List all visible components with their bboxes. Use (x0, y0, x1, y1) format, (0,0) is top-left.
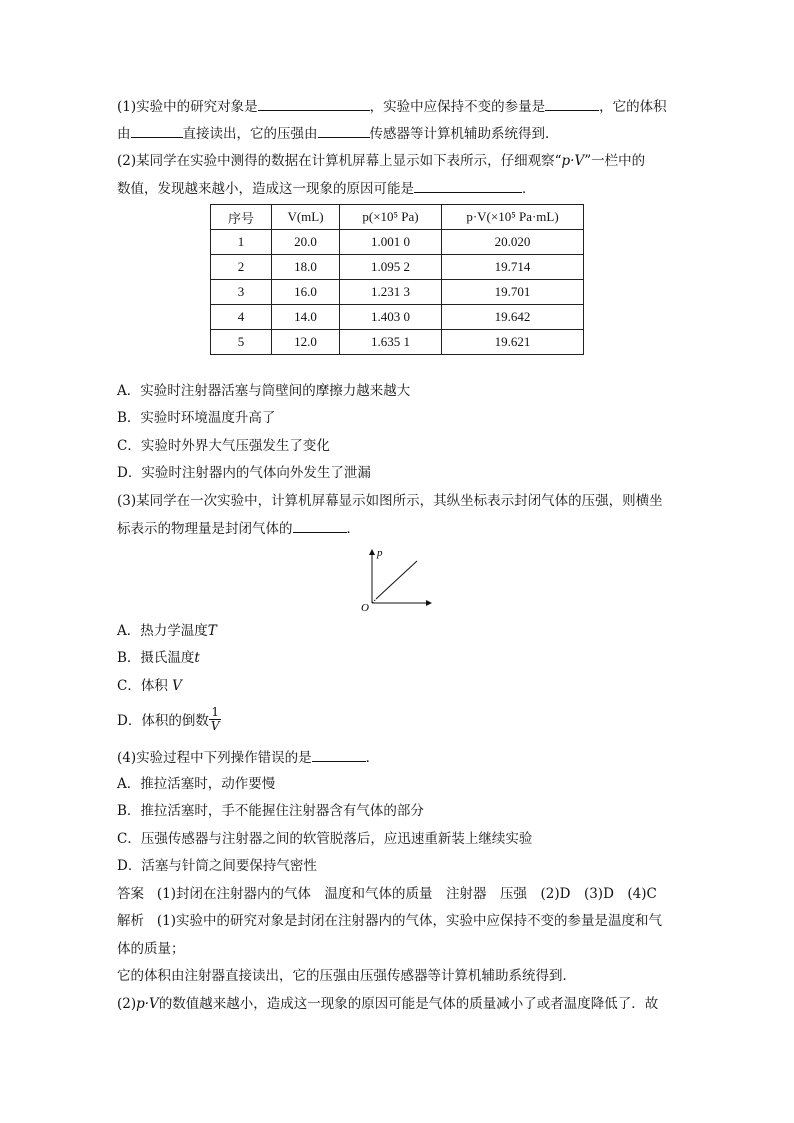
pv-symbol: p·V (136, 996, 159, 1012)
q4-line-1 (117, 747, 379, 768)
table-cell: 14.0 (272, 305, 340, 330)
option-var: V (172, 678, 182, 694)
q3-text: 标表示的物理量是封闭气体的 (117, 521, 293, 537)
answer-blank (545, 96, 599, 111)
fraction-numerator: 1 (211, 705, 219, 719)
table-cell: 1 (211, 230, 272, 255)
graph-line (376, 561, 417, 599)
answer-blank (293, 518, 347, 533)
q4-text: ． (365, 750, 380, 766)
data-table (210, 204, 584, 355)
q1-text: (1)实验中的研究对象是 (117, 99, 258, 115)
analysis-text: (1)实验中的研究对象是封闭在注射器内的气体，实验中应保持不变的参量是温度和气 (156, 913, 662, 929)
p-graph (358, 544, 438, 614)
option-text: B．摄氏温度 (117, 650, 195, 666)
table-header-cell: 序号 (211, 205, 272, 230)
analysis-text: 的数值越来越小，造成这一现象的原因可能是气体的质量减小了或者温度降低了．故 (158, 996, 659, 1012)
table-row (211, 255, 584, 280)
q3-option-c (117, 676, 182, 696)
option-text: D．体积的倒数 (117, 713, 209, 729)
table-header-cell: p(×10⁵ Pa) (340, 205, 442, 230)
q2-line-1 (117, 151, 645, 171)
q4-option-d: D．活塞与针筒之间要保持气密性 (117, 858, 317, 874)
q3-option-d (117, 705, 222, 735)
answer-blank (131, 123, 183, 138)
answer-blank (318, 123, 370, 138)
analysis-line-3: 它的体积由注射器直接读出，它的压强由压强传感器等计算机辅助系统得到． (117, 968, 576, 984)
analysis-label: 解析 (117, 913, 144, 929)
option-var: t (194, 650, 200, 666)
q2-text: (2)某同学在实验中测得的数据在计算机屏幕上显示如下表所示，仔细观察“ (117, 153, 562, 169)
option-text: C．体积 (117, 678, 168, 694)
q4-option-b: B．推拉活塞时，手不能握住注射器含有气体的部分 (117, 803, 424, 819)
table-cell: 1.635 1 (340, 330, 442, 355)
graph-line-dashed (372, 599, 376, 603)
q2-text: ． (522, 181, 536, 197)
analysis-line-1 (117, 911, 662, 931)
option-text: A．热力学温度 (117, 623, 208, 639)
table-cell: 4 (211, 305, 272, 330)
q1-text: 直接读出，它的压强由 (182, 126, 318, 142)
q3-line-1: (3)某同学在一次实验中，计算机屏幕显示如图所示，其纵坐标表示封闭气体的压强，则横坐 (117, 493, 663, 509)
pv-symbol: p·V (561, 153, 585, 169)
q4-option-a: A．推拉活塞时，动作要慢 (117, 776, 276, 792)
table-header-cell: V(mL) (272, 205, 340, 230)
analysis-line-4 (117, 994, 658, 1014)
table-header-row (211, 205, 584, 230)
q3-text: ． (346, 521, 360, 537)
table-cell: 18.0 (272, 255, 340, 280)
q2-option-d: D．实验时注射器内的气体向外发生了泄漏 (117, 465, 371, 481)
analysis-text: (2) (117, 996, 137, 1012)
q2-text: 数值，发现越来越小，造成这一现象的原因可能是 (117, 181, 414, 197)
q1-text: ，它的体积 (599, 99, 667, 115)
table-cell: 3 (211, 280, 272, 305)
table-cell: 20.0 (272, 230, 340, 255)
answer-label: 答案 (117, 886, 144, 902)
table-cell: 1.231 3 (340, 280, 442, 305)
table-cell: 19.621 (442, 330, 584, 355)
q3-option-a (117, 621, 217, 641)
table-row (211, 230, 584, 255)
table-cell: 1.095 2 (340, 255, 442, 280)
table-cell: 1.403 0 (340, 305, 442, 330)
table-cell: 19.714 (442, 255, 584, 280)
option-var: T (207, 623, 217, 639)
table-cell: 5 (211, 330, 272, 355)
answer-blank (312, 747, 366, 762)
table-row (211, 305, 584, 330)
table-cell: 20.020 (442, 230, 584, 255)
q1-text: 由 (117, 126, 131, 142)
q1-line-1 (117, 96, 667, 117)
q2-option-a: A．实验时注射器活塞与筒壁间的摩擦力越来越大 (117, 383, 411, 399)
fraction (209, 706, 222, 733)
table-cell: 16.0 (272, 280, 340, 305)
table-cell: 2 (211, 255, 272, 280)
q2-text: ”一栏中的 (584, 153, 646, 169)
table-cell: 12.0 (272, 330, 340, 355)
answer-line (117, 884, 657, 904)
table-row (211, 280, 584, 305)
table-row (211, 330, 584, 355)
q1-text: ，实验中应保持不变的参量是 (369, 99, 546, 115)
q2-line-2 (117, 178, 536, 199)
origin-label: O (361, 602, 369, 614)
q4-option-c: C．压强传感器与注射器之间的软管脱落后，应迅速重新装上继续实验 (117, 831, 533, 847)
q2-option-c: C．实验时外界大气压强发生了变化 (117, 438, 330, 454)
q1-text: 传感器等计算机辅助系统得到． (369, 126, 559, 142)
q4-text: (4)实验过程中下列操作错误的是 (117, 750, 312, 766)
q3-line-2 (117, 518, 360, 539)
answer-blank (414, 178, 522, 193)
answer-blank (258, 96, 370, 111)
table-cell: 1.001 0 (340, 230, 442, 255)
fraction-denominator: V (210, 719, 220, 733)
table-cell: 19.701 (442, 280, 584, 305)
y-axis-label: p (377, 547, 383, 559)
q3-option-b (117, 648, 200, 668)
table-header-cell: p·V(×10⁵ Pa·mL) (442, 205, 584, 230)
q2-option-b: B．实验时环境温度升高了 (117, 410, 276, 426)
table-cell: 19.642 (442, 305, 584, 330)
q1-line-2 (117, 123, 559, 144)
answer-text: (1)封闭在注射器内的气体 温度和气体的质量 注射器 压强 (2)D (3)D (4)C (156, 886, 657, 902)
analysis-line-2: 体的质量； (117, 941, 185, 957)
